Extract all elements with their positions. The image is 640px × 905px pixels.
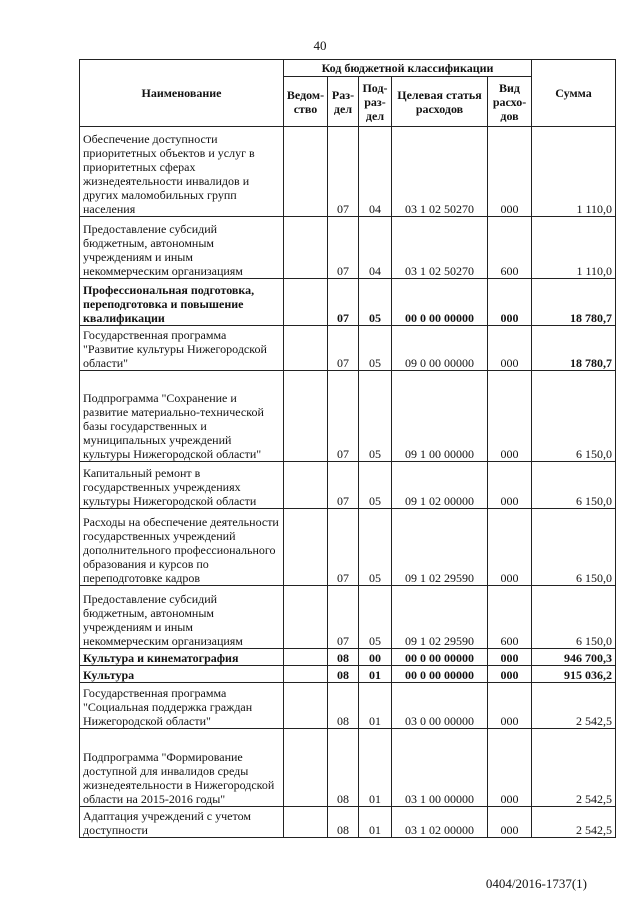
row-ved — [284, 127, 328, 217]
row-vid: 000 — [488, 326, 532, 371]
row-celevaya: 09 1 02 29590 — [392, 586, 488, 649]
row-podrazdel: 05 — [359, 326, 392, 371]
row-vid: 000 — [488, 729, 532, 807]
row-razdel: 08 — [328, 649, 359, 666]
row-ved — [284, 666, 328, 683]
row-ved — [284, 729, 328, 807]
row-name: Предоставление субсидий бюджетным, автономным учреждениям и иным некоммерческим организациям — [80, 217, 284, 279]
table-row — [80, 371, 616, 462]
row-summa: 6 150,0 — [532, 462, 616, 509]
row-razdel: 08 — [328, 666, 359, 683]
table-row — [80, 127, 616, 217]
row-name: Обеспечение доступности приоритетных объектов и услуг в приоритетных сферах жизнедеятельности инвалидов и других маломобильных групп населения — [80, 127, 284, 217]
row-ved — [284, 683, 328, 729]
row-podrazdel: 01 — [359, 729, 392, 807]
row-celevaya: 09 0 00 00000 — [392, 326, 488, 371]
row-podrazdel: 05 — [359, 462, 392, 509]
row-vid: 000 — [488, 462, 532, 509]
row-razdel: 07 — [328, 509, 359, 586]
row-ved — [284, 217, 328, 279]
row-ved — [284, 462, 328, 509]
table-row — [80, 509, 616, 586]
header-name: Наименование — [80, 60, 284, 127]
row-ved — [284, 371, 328, 462]
row-celevaya: 00 0 00 00000 — [392, 279, 488, 326]
header-celevaya: Целевая статья расходов — [392, 77, 488, 127]
row-summa: 6 150,0 — [532, 509, 616, 586]
row-podrazdel: 01 — [359, 666, 392, 683]
row-name: Расходы на обеспечение деятельности государственных учреждений дополнительного профессионального образования и курсов по переподготовке кадров — [80, 509, 284, 586]
table-body — [80, 127, 616, 838]
row-vid: 000 — [488, 509, 532, 586]
row-name: Культура — [80, 666, 284, 683]
row-summa: 2 542,5 — [532, 683, 616, 729]
row-celevaya: 03 1 02 50270 — [392, 217, 488, 279]
header-classification: Код бюджетной классификации — [284, 60, 532, 77]
row-podrazdel: 01 — [359, 683, 392, 729]
row-summa: 6 150,0 — [532, 371, 616, 462]
header-vid: Вид расхо-дов — [488, 77, 532, 127]
row-name: Подпрограмма "Сохранение и развитие материально-технической базы государственных и муниципальных учреждений культуры Нижегородской области" — [80, 371, 284, 462]
row-summa: 1 110,0 — [532, 127, 616, 217]
row-celevaya: 03 1 02 50270 — [392, 127, 488, 217]
row-summa: 946 700,3 — [532, 649, 616, 666]
row-razdel: 08 — [328, 807, 359, 838]
table-row — [80, 729, 616, 807]
row-razdel: 07 — [328, 462, 359, 509]
row-vid: 000 — [488, 683, 532, 729]
row-razdel: 07 — [328, 326, 359, 371]
row-summa: 2 542,5 — [532, 729, 616, 807]
table-row — [80, 807, 616, 838]
row-ved — [284, 279, 328, 326]
row-celevaya: 09 1 00 00000 — [392, 371, 488, 462]
row-ved — [284, 326, 328, 371]
row-vid: 000 — [488, 127, 532, 217]
table-row — [80, 326, 616, 371]
table-row — [80, 683, 616, 729]
row-ved — [284, 649, 328, 666]
document-code: 0404/2016-1737(1) — [485, 876, 587, 891]
row-podrazdel: 05 — [359, 371, 392, 462]
row-vid: 600 — [488, 586, 532, 649]
row-vid: 000 — [488, 371, 532, 462]
row-celevaya: 03 0 00 00000 — [392, 683, 488, 729]
row-ved — [284, 586, 328, 649]
row-podrazdel: 04 — [359, 217, 392, 279]
row-celevaya: 03 1 00 00000 — [392, 729, 488, 807]
table-header — [80, 60, 616, 127]
row-vid: 000 — [488, 666, 532, 683]
row-razdel: 07 — [328, 217, 359, 279]
row-name: Капитальный ремонт в государственных учреждениях культуры Нижегородской области — [80, 462, 284, 509]
row-vid: 000 — [488, 807, 532, 838]
row-summa: 2 542,5 — [532, 807, 616, 838]
row-vid: 000 — [488, 649, 532, 666]
row-name: Государственная программа "Развитие культуры Нижегородской области" — [80, 326, 284, 371]
row-vid: 000 — [488, 279, 532, 326]
row-celevaya: 03 1 02 00000 — [392, 807, 488, 838]
table-row — [80, 666, 616, 683]
header-razdel: Раз-дел — [328, 77, 359, 127]
table-row — [80, 279, 616, 326]
row-name: Государственная программа "Социальная поддержка граждан Нижегородской области" — [80, 683, 284, 729]
row-celevaya: 00 0 00 00000 — [392, 649, 488, 666]
row-podrazdel: 05 — [359, 509, 392, 586]
table-row — [80, 217, 616, 279]
row-razdel: 08 — [328, 729, 359, 807]
row-name: Профессиональная подготовка, переподготовка и повышение квалификации — [80, 279, 284, 326]
row-podrazdel: 01 — [359, 807, 392, 838]
row-summa: 18 780,7 — [532, 326, 616, 371]
row-summa: 6 150,0 — [532, 586, 616, 649]
row-podrazdel: 05 — [359, 586, 392, 649]
header-vedomstvo: Ведом-ство — [284, 77, 328, 127]
row-name: Культура и кинематография — [80, 649, 284, 666]
table-row — [80, 649, 616, 666]
row-razdel: 08 — [328, 683, 359, 729]
row-summa: 1 110,0 — [532, 217, 616, 279]
row-name: Адаптация учреждений с учетом доступности — [80, 807, 284, 838]
row-razdel: 07 — [328, 127, 359, 217]
table-row — [80, 586, 616, 649]
row-name: Подпрограмма "Формирование доступной для инвалидов среды жизнедеятельности в Нижегородской области на 2015-2016 годы" — [80, 729, 284, 807]
row-podrazdel: 05 — [359, 279, 392, 326]
header-summa: Сумма — [532, 60, 616, 127]
row-celevaya: 00 0 00 00000 — [392, 666, 488, 683]
page-number: 40 — [313, 38, 327, 53]
row-razdel: 07 — [328, 371, 359, 462]
row-vid: 600 — [488, 217, 532, 279]
row-celevaya: 09 1 02 00000 — [392, 462, 488, 509]
row-ved — [284, 807, 328, 838]
table-row — [80, 462, 616, 509]
row-summa: 18 780,7 — [532, 279, 616, 326]
row-podrazdel: 04 — [359, 127, 392, 217]
row-ved — [284, 509, 328, 586]
budget-table — [79, 59, 616, 838]
row-summa: 915 036,2 — [532, 666, 616, 683]
header-podrazdel: Под-раз-дел — [359, 77, 392, 127]
row-celevaya: 09 1 02 29590 — [392, 509, 488, 586]
row-name: Предоставление субсидий бюджетным, автономным учреждениям и иным некоммерческим организациям — [80, 586, 284, 649]
row-podrazdel: 00 — [359, 649, 392, 666]
row-razdel: 07 — [328, 279, 359, 326]
row-razdel: 07 — [328, 586, 359, 649]
